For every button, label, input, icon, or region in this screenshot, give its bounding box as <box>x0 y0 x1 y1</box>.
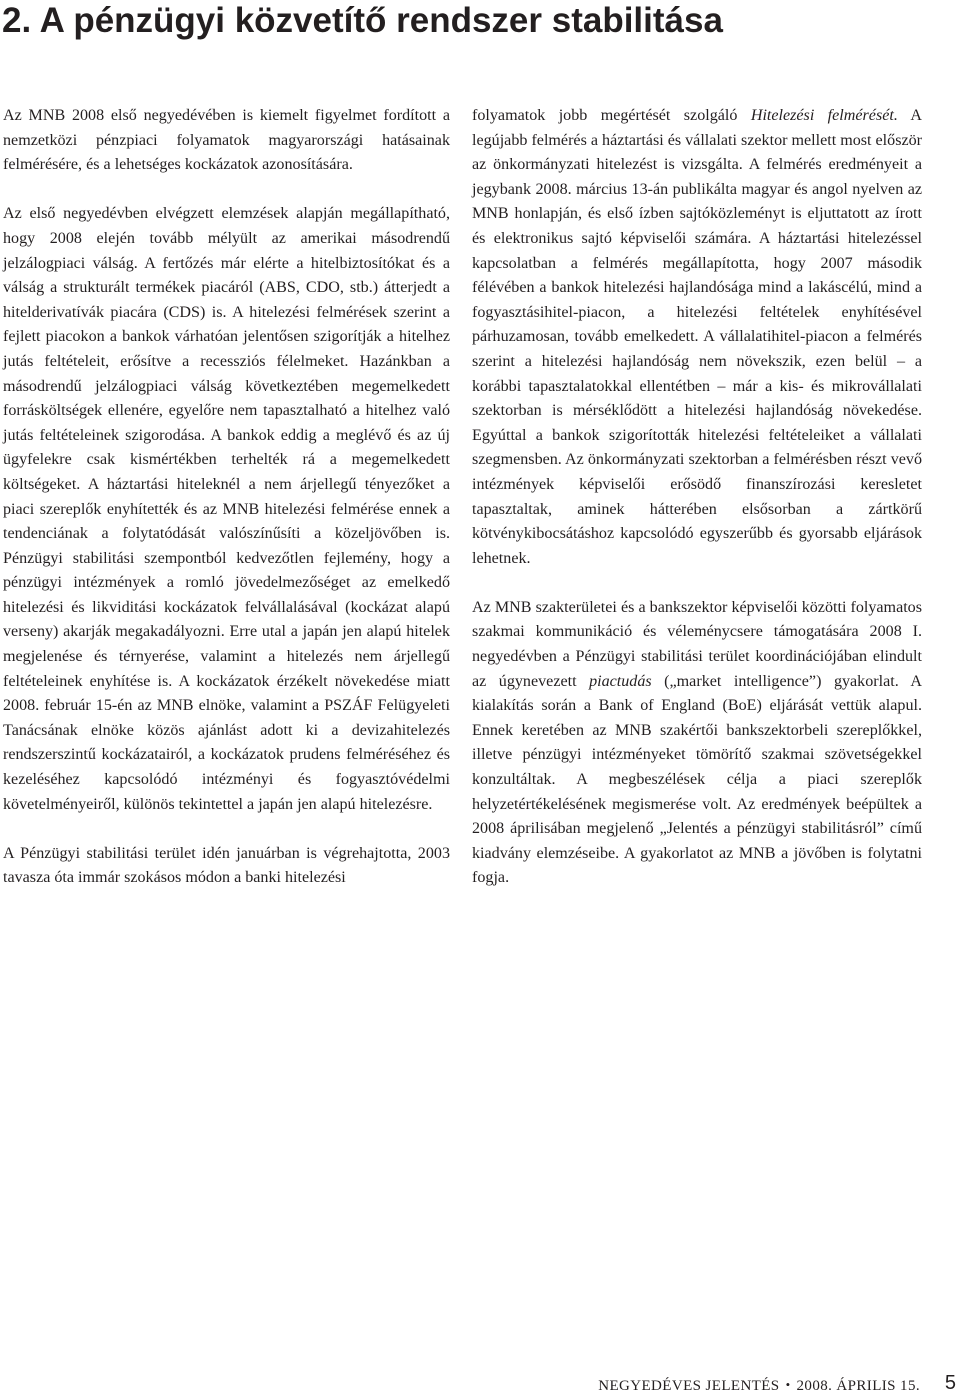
right-column <box>472 104 922 891</box>
page-footer <box>0 1372 960 1396</box>
footer-publication: NEGYEDÉVES JELENTÉS <box>598 1378 780 1394</box>
page-title: 2. A pénzügyi közvetítő rendszer stabilitása <box>2 1 723 40</box>
text-run: A legújabb felmérés a háztartási és vállalati szektor mellett most először az önkormányzati hitelezést is vizsgálta. A felmérés eredményeit a jegybank 2008. március 13-án publikálta magyar és angol nyelven az MNB honlapján, és első ízben sajtóközleményt is eljuttatott az írott és elektronikus sajtó képviselői számára. A háztartási hitelezéssel kapcsolatban a felmérés megállapította, hogy 2007 második félévében a bankok hitelezési hajlandósága mind a lakáscélú, mind a fogyasztásihitel-piacon, a hitelezési feltételek enyhítésével párhuzamosan, tovább emelkedett. A vállalatihitel-piacon a felmérés szerint a hitelezési hajlandóság nem növekszik, ezen belül – a korábbi tapasztalatokkal ellentétben – már a kis- és mikrovállalati szektorban is mérséklődött a hitelezési hajlandóság növekedése. Egyúttal a bankok szigorították hitelezési feltételeiket a vállalati szegmensben. Az önkormányzati szektorban a felmérésben részt vevő intézmények képviselői erősödő finanszírozási keresletet tapasztaltak, aminek hátterében elsősorban a zártkörű kötvénykibocsátáshoz kapcsolódó egyszerűbb és gyorsabb eljárások lehetnek. <box>472 107 923 567</box>
paragraph: Az első negyedévben elvégzett elemzések alapján megállapítható, hogy 2008 elején tovább mélyült az amerikai másodrendű jelzálogpiaci válság. A fertőzés már elérte a hitelbiztosítókat és a válság a strukturált termékek piacáról (ABS, CDO, stb.) átterjedt a hitelderivatívák piacára (CDS) is. A hitelezési felmérések szerint a fejlett piacokon a bankok várhatóan jelentősen szigorítják a hitelhez jutás feltételeit, erősítve a recessziós félelmeket. Hazánkban a másodrendű jelzálogpiaci válság következtében megemelkedett forrásköltségek ellenére, egyelőre nem tapasztalható a hitelhez való jutás feltételeinek szigorodása. A bankok eddig a meglévő és az új ügyfelekre csak kismértékben terhelték rá a megemelkedett költségeket. A háztartási hiteleknél a nem árjellegű tényezőket a piaci szereplők enyhítették és az MNB hitelezési felmérése ennek a tendenciának a folytatódását valószínűsíti a közeljövőben is. Pénzügyi stabilitási szempontból kedvezőtlen fejlemény, hogy a pénzügyi intézmények a romló jövedelmezőséget az emelkedő hitelezési és likviditási kockázatok felvállalásával (kockázat alapú verseny) akarják megakadályozni. Erre utal a japán jen alapú hitelek megjelenése és térnyerése, valamint a hitelezés nem árjellegű feltételeinek enyhítése is. A kockázatok érzékelt növekedése miatt 2008. február 15-én az MNB elnöke, valamint a PSZÁF Felügyeleti Tanácsának elnöke közös ajánlást adott ki a devizahitelezés rendszerszintű kockázatairól, a kockázatok prudens felméréséhez és kezeléséhez kapcsolódó intézményi és fogyasztóvédelmi követelményeiről, különös tekintettel a japán jen alapú hitelezésre. <box>3 205 450 813</box>
paragraph: A Pénzügyi stabilitási terület idén januárban is végrehajtotta, 2003 tavasza óta immár szokásos módon a banki hitelezési <box>3 844 450 887</box>
paragraph <box>472 104 922 571</box>
footer-running-title <box>598 1377 920 1395</box>
paragraph <box>472 596 922 891</box>
italic-term: Hitelezési felmérését. <box>750 107 898 124</box>
footer-date: 2008. ÁPRILIS 15. <box>796 1378 920 1394</box>
italic-term: piactudás <box>589 672 652 690</box>
left-column <box>3 104 450 891</box>
paragraph: Az MNB 2008 első negyedévében is kiemelt figyelmet fordított a nemzetközi pénzpiaci folyamatok magyarországi hatásainak felmérésére, és a lehetséges kockázatok azonosítására. <box>3 107 450 174</box>
footer-separator: • <box>785 1377 791 1392</box>
text-run: Az MNB szakterületei és a bankszektor képviselői közötti folyamatos szakmai kommunikáció és véleménycsere támogatására 2008 I. negyedévben a Pénzügyi stabilitási terület koordinációjában elindult az úgynevezett <box>472 598 922 690</box>
text-run: („market intelligence”) gyakorlat. A kialakítás során a Bank of England (BoE) eljárását vettük alapul. Ennek keretében az MNB szakértői bankszektorbeli szereplőkkel, illetve pénzügyi intézményeket tömörítő szakmai szövetségekkel konzultáltak. A megbeszélések célja a piaci szereplők helyzetértékelésének megismerése volt. Az eredmények beépültek a 2008 áprilisában megjelenő „Jelentés a pénzügyi stabilitásról” című kiadvány elemzéseibe. A gyakorlatot az MNB a jövőben is folytatni fogja. <box>472 672 922 887</box>
page-number: 5 <box>944 1372 956 1394</box>
text-run: folyamatok jobb megértését szolgáló <box>472 107 751 124</box>
